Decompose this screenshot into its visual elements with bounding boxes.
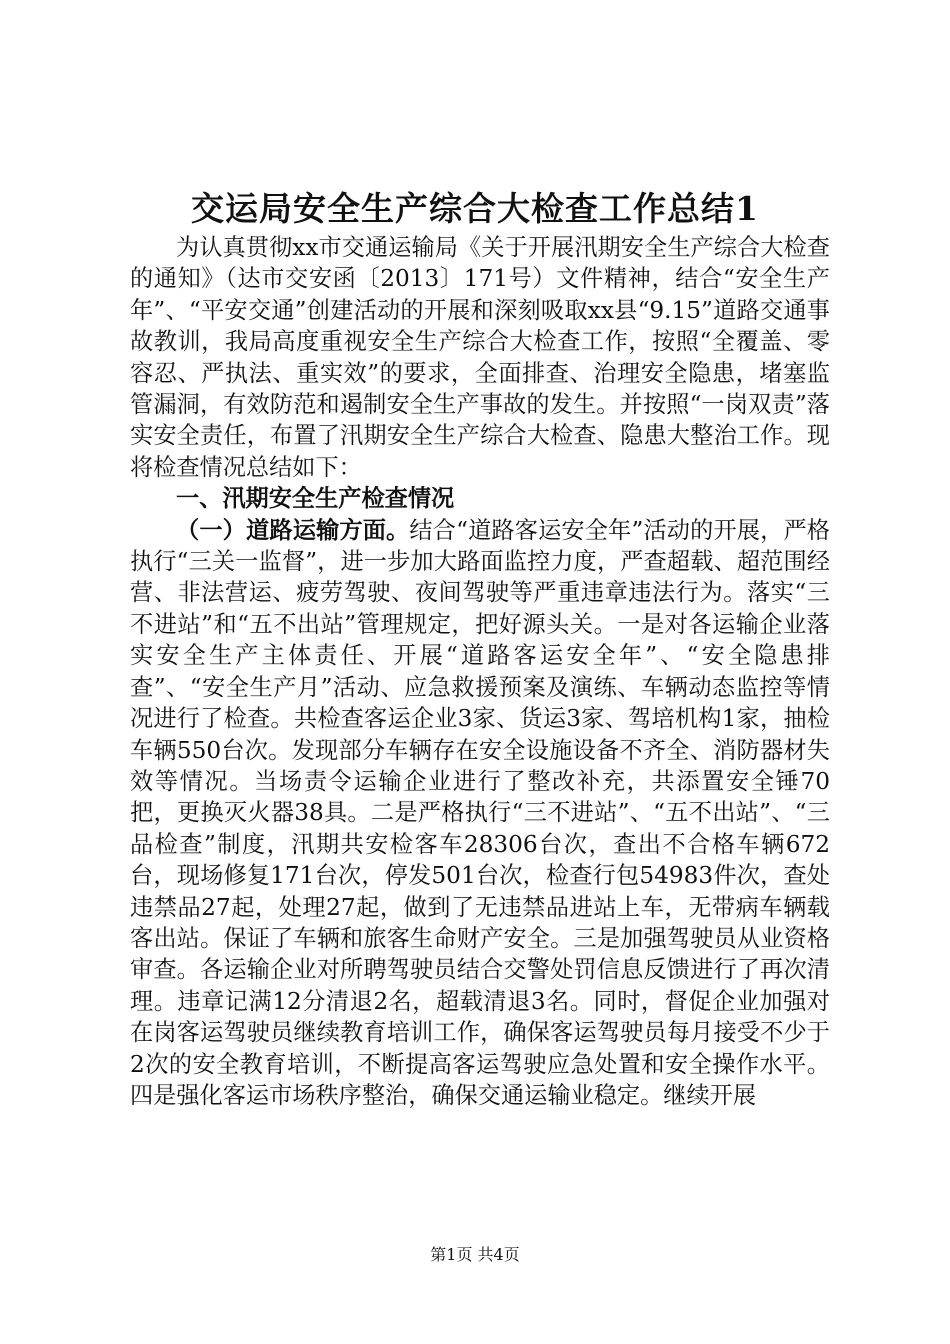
document-title: 交运局安全生产综合大检查工作总结1 [191, 189, 759, 228]
subsection-text: 结合“道路客运安全年”活动的开展，严格执行“三关一监督”，进一步加大路面监控力度，严查超载、超范围经营、非法营运、疲劳驾驶、夜间驾驶等严重违章违法行为。落实“三不进站”和“五不出站”管理规定，把好源头关。一是对各运输企业落实安全生产主体责任、开展“道路客运安全年”、“安全隐患排查”、“安全生产月”活动、应急救援预案及演练、车辆动态监控等情况进行了检查。共检查客运企业3家、货运3家、驾培机构1家，抽检车辆550台次。发现部分车辆存在安全设施设备不齐全、消防器材失效等情况。当场责令运输企业进行了整改补充，共添置安全锤70把，更换灭火器38具。二是严格执行“三不进站”、“五不出站”、“三品检查”制度，汛期共安检客车28306台次，查出不合格车辆672台，现场修复171台次，停发501台次，检查行包54983件次，查处违禁品27起，处理27起，做到了无违禁品进站上车，无带病车辆载客出站。保证了车辆和旅客生命财产安全。三是加强驾驶员从业资格审查。各运输企业对所聘驾驶员结合交警处罚信息反馈进行了再次清理。违章记满12分清退2名，超载清退3名。同时，督促企业加强对在岗客运驾驶员继续教育培训工作，确保客运驾驶员每月接受不少于2次的安全教育培训，不断提高客运驾驶应急处置和安全操作水平。四是强化客运市场秩序整治，确保交通运输业稳定。继续开展 [130, 516, 830, 1109]
document-body [130, 232, 830, 1111]
page-number-footer: 第1页 共4页 [430, 1245, 520, 1264]
subsection-heading: （一）道路运输方面。 [176, 516, 410, 544]
section-heading: 一、汛期安全生产检查情况 [176, 485, 455, 513]
subsection-paragraph [130, 515, 830, 1112]
intro-paragraph: 为认真贯彻xx市交通运输局《关于开展汛期安全生产综合大检查的通知》（达市交安函〔2013〕171号）文件精神，结合“安全生产年”、“平安交通”创建活动的开展和深刻吸取xx县“9.15”道路交通事故教训，我局高度重视安全生产综合大检查工作，按照“全覆盖、零容忍、严执法、重实效”的要求，全面排查、治理安全隐患，堵塞监管漏洞，有效防范和遏制安全生产事故的发生。并按照“一岗双责”落实安全责任，布置了汛期安全生产综合大检查、隐患大整治工作。现将检查情况总结如下： [130, 234, 830, 481]
